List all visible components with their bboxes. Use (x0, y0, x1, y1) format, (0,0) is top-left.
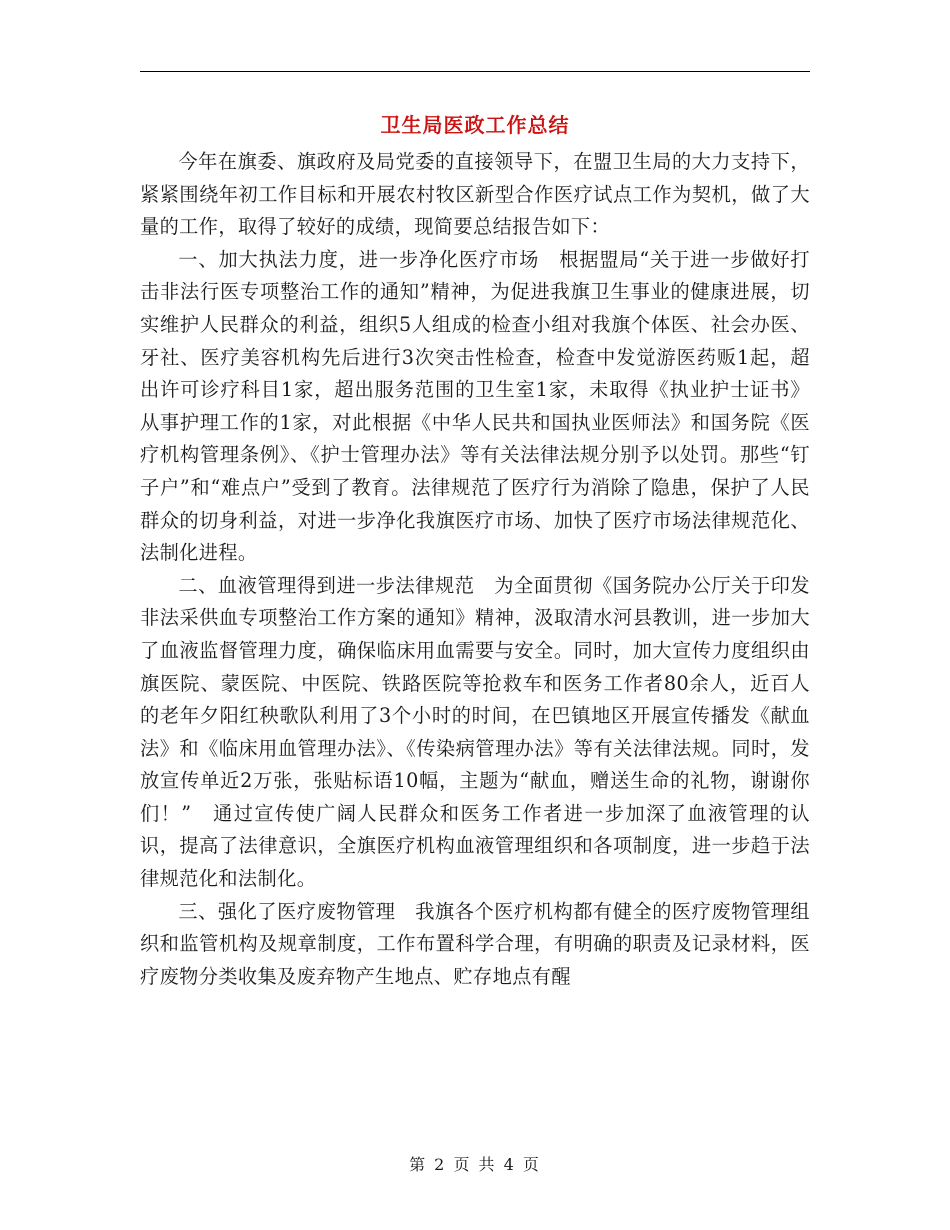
document-body (140, 146, 810, 993)
page-number-footer: 第 2 页 共 4 页 (409, 1155, 541, 1174)
header-rule (140, 71, 810, 72)
document-title: 卫生局医政工作总结 (380, 113, 570, 137)
paragraph-section-3: 三、强化了医疗废物管理 我旗各个医疗机构都有健全的医疗废物管理组织和监管机构及规章制度，工作布置科学合理，有明确的职责及记录材料，医疗废物分类收集及废弃物产生地点、贮存地点有醒 (140, 899, 810, 988)
paragraph-intro: 今年在旗委、旗政府及局党委的直接领导下，在盟卫生局的大力支持下，紧紧围绕年初工作目标和开展农村牧区新型合作医疗试点工作为契机，做了大量的工作，取得了较好的成绩，现简要总结报告如下： (140, 150, 810, 239)
paragraph-section-2: 二、血液管理得到进一步法律规范 为全面贯彻《国务院办公厅关于印发非法采供血专项整治工作方案的通知》精神，汲取清水河县教训，进一步加大了血液监督管理力度，确保临床用血需要与安全。同时，加大宣传力度组织由旗医院、蒙医院、中医院、铁路医院等抢救车和医务工作者80余人，近百人的老年夕阳红秧歌队利用了3个小时的时间，在巴镇地区开展宣传播发《献血法》和《临床用血管理办法》、《传染病管理办法》等有关法律法规。同时，发放宣传单近2万张，张贴标语10幅，主题为“献血，赠送生命的礼物，谢谢你们！” 通过宣传使广阔人民群众和医务工作者进一步加深了血液管理的认识，提高了法律意识，全旗医疗机构血液管理组织和各项制度，进一步趋于法律规范化和法制化。 (140, 573, 810, 891)
paragraph-section-1: 一、加大执法力度，进一步净化医疗市场 根据盟局“关于进一步做好打击非法行医专项整治工作的通知”精神，为促进我旗卫生事业的健康进展，切实维护人民群众的利益，组织5人组成的检查小组对我旗个体医、社会办医、牙社、医疗美容机构先后进行3次突击性检查，检查中发觉游医药贩1起，超出许可诊疗科目1家，超出服务范围的卫生室1家，未取得《执业护士证书》从事护理工作的1家，对此根据《中华人民共和国执业医师法》和国务院《医疗机构管理条例》、《护士管理办法》等有关法律法规分别予以处罚。那些“钉子户”和“难点户”受到了教育。法律规范了医疗行为消除了隐患，保护了人民群众的切身利益，对进一步净化我旗医疗市场、加快了医疗市场法律规范化、法制化进程。 (140, 247, 810, 565)
